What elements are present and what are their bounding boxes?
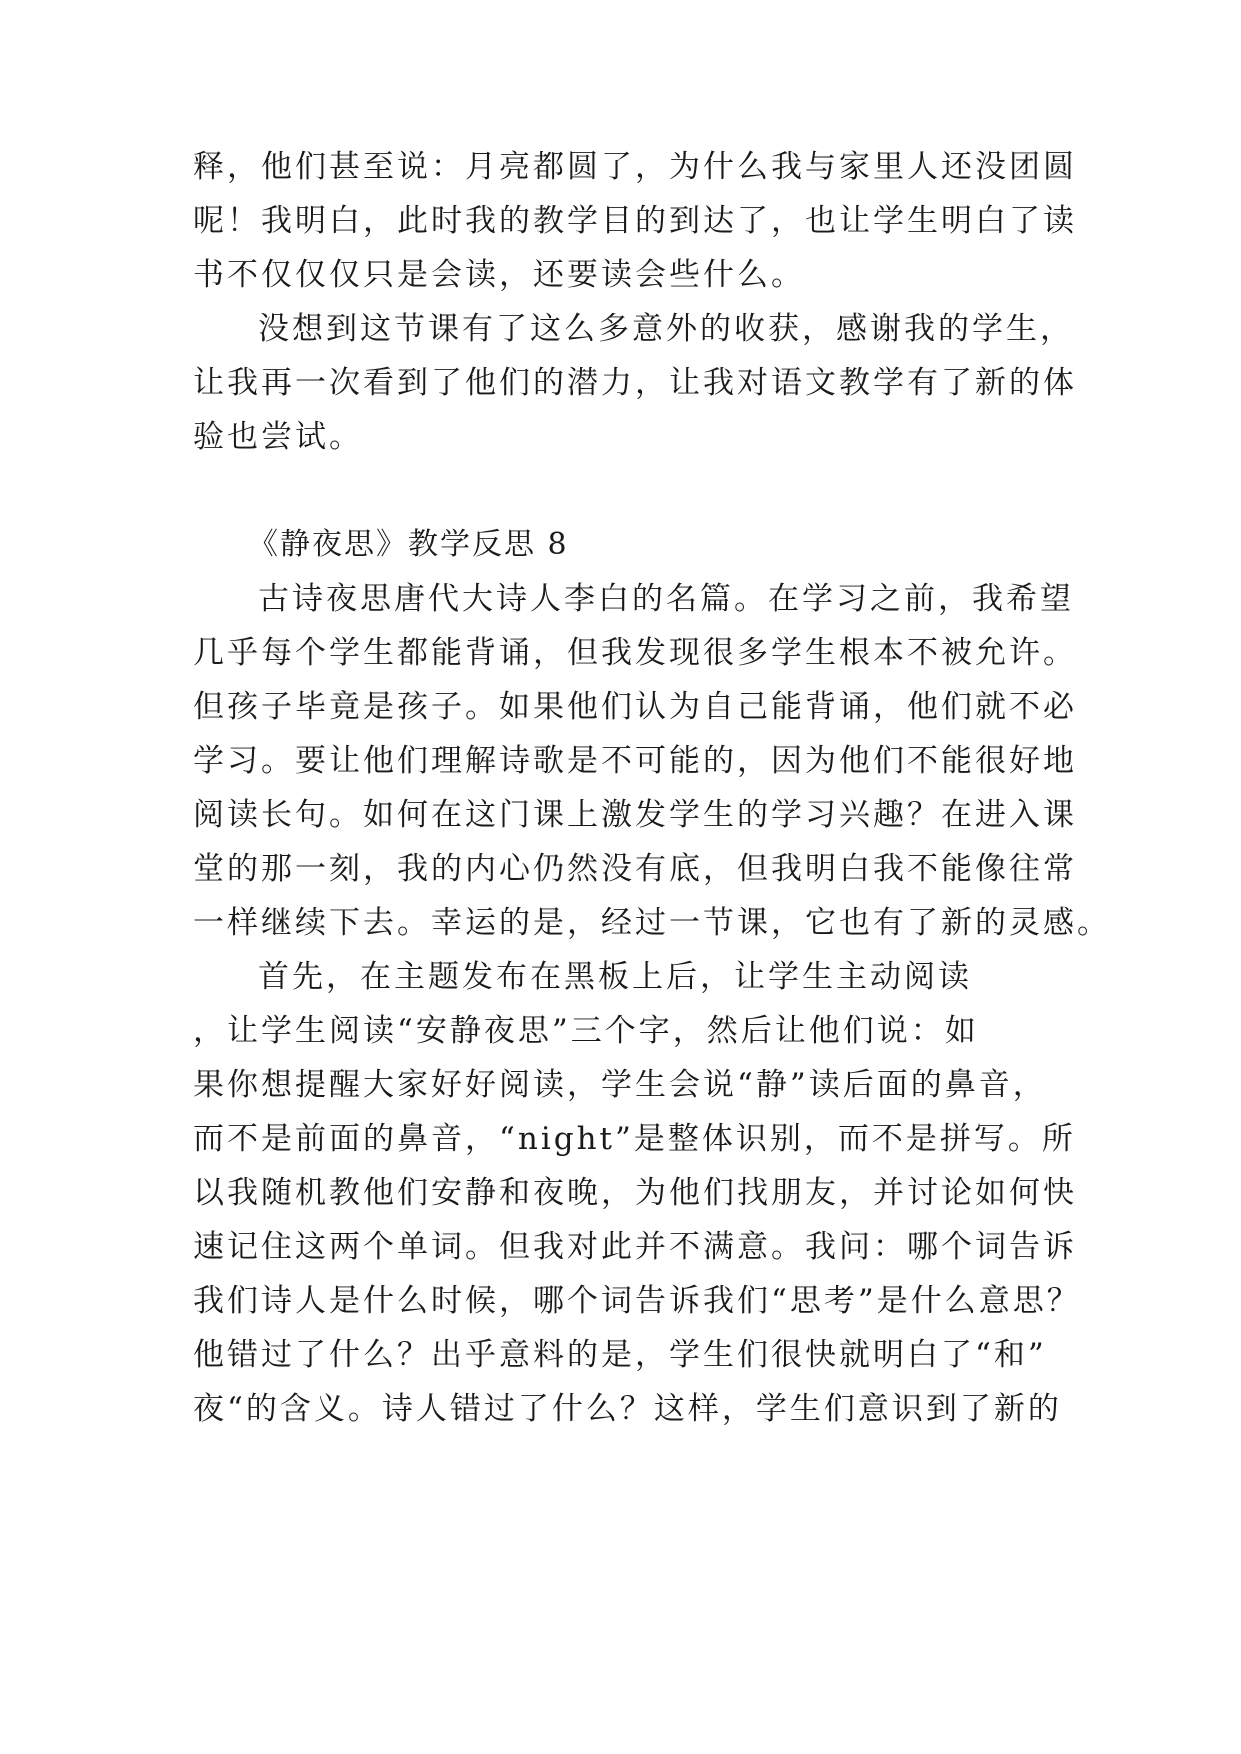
text-line: 古诗夜思唐代大诗人李白的名篇。在学习之前，我希望: [258, 581, 1074, 617]
text-line: 夜“的含义。诗人错过了什么？这样，学生们意识到了新的: [193, 1391, 1062, 1427]
text-line: 而不是前面的鼻音，“night”是整体识别，而不是拼写。所: [193, 1121, 1076, 1157]
text-line: 一样继续下去。幸运的是，经过一节课，它也有了新的灵感。: [193, 905, 1111, 941]
text-line: 书不仅仅仅只是会读，还要读会些什么。: [193, 257, 805, 293]
text-line: 没想到这节课有了这么多意外的收获，感谢我的学生，: [258, 311, 1074, 347]
text-line: 首先，在主题发布在黑板上后，让学生主动阅读: [258, 959, 972, 995]
text-line: ，让学生阅读“安静夜思”三个字，然后让他们说：如: [193, 1013, 979, 1049]
text-line: 释，他们甚至说：月亮都圆了，为什么我与家里人还没团圆: [193, 149, 1077, 185]
text-line: 几乎每个学生都能背诵，但我发现很多学生根本不被允许。: [193, 635, 1077, 671]
text-line: 以我随机教他们安静和夜晚，为他们找朋友，并讨论如何快: [193, 1175, 1077, 1211]
text-line: 果你想提醒大家好好阅读，学生会说“静”读后面的鼻音，: [193, 1067, 1047, 1103]
text-line: 让我再一次看到了他们的潜力，让我对语文教学有了新的体: [193, 365, 1077, 401]
text-line: 验也尝试。: [193, 419, 363, 455]
text-line: 学习。要让他们理解诗歌是不可能的，因为他们不能很好地: [193, 743, 1077, 779]
text-line: 堂的那一刻，我的内心仍然没有底，但我明白我不能像往常: [193, 851, 1077, 887]
text-line: 呢！我明白，此时我的教学目的到达了，也让学生明白了读: [193, 203, 1077, 239]
section-title: 《静夜思》教学反思 8: [248, 527, 569, 562]
text-line: 他错过了什么？出乎意料的是，学生们很快就明白了“和”: [193, 1337, 1047, 1373]
text-line: 我们诗人是什么时候，哪个词告诉我们“思考”是什么意思？: [193, 1283, 1081, 1319]
text-line: 阅读长句。如何在这门课上激发学生的学习兴趣？在进入课: [193, 797, 1077, 833]
text-line: 速记住这两个单词。但我对此并不满意。我问：哪个词告诉: [193, 1229, 1077, 1265]
text-line: 但孩子毕竟是孩子。如果他们认为自己能背诵，他们就不必: [193, 689, 1077, 725]
